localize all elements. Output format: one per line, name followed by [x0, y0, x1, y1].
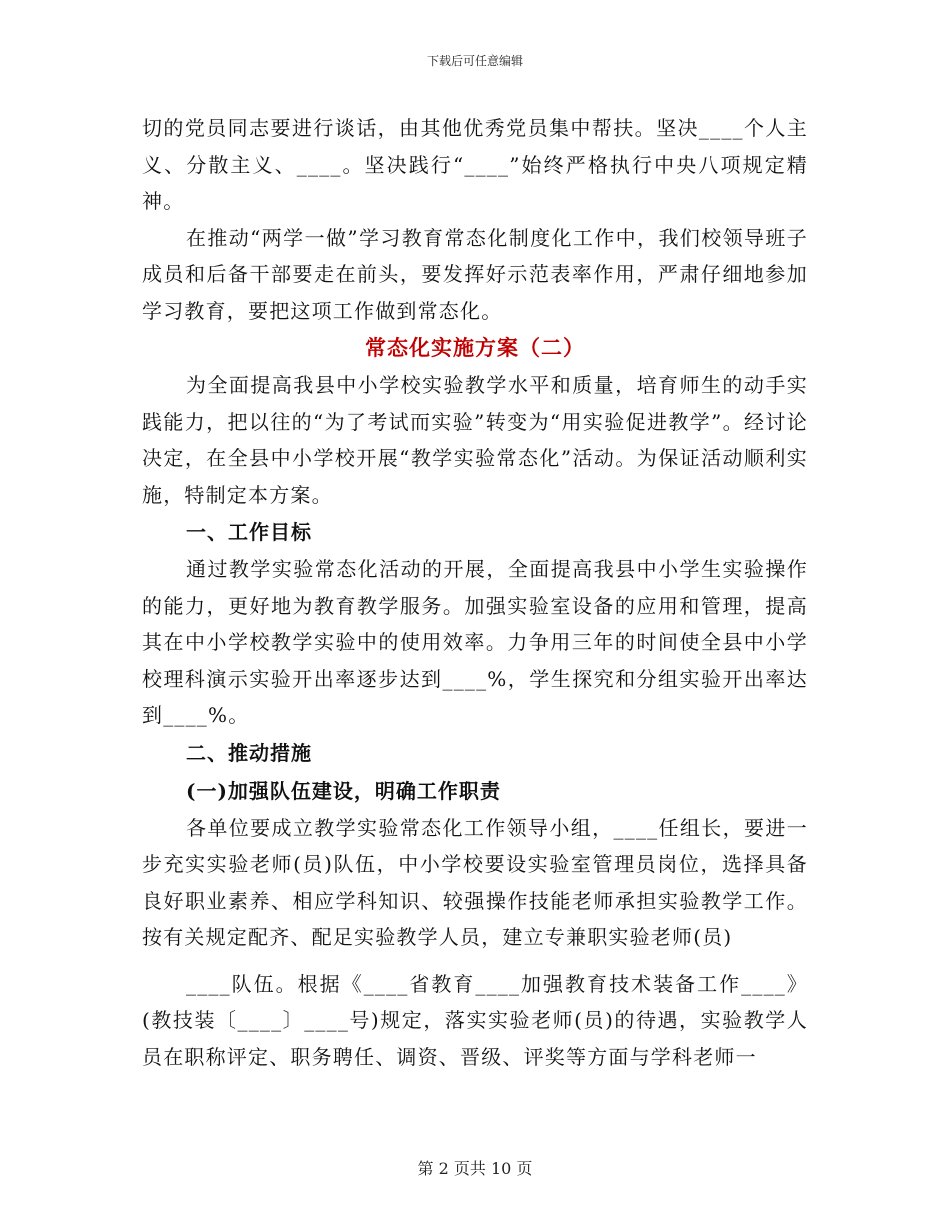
page-footer: 第 2 页共 10 页 — [417, 1159, 533, 1178]
paragraph-measures-2: ____队伍。根据《____省教育____加强教育技术装备工作____》(教技装〔____〕____号)规定，落实实验老师(员)的待遇，实验教学人员在职称评定、职务聘任、调资、晋级、评奖等方面与学科老师一 — [142, 971, 808, 1069]
heading-work-goals: 一、工作目标 — [186, 520, 312, 544]
paragraph-continuation: 切的党员同志要进行谈话，由其他优秀党员集中帮扶。坚决____个人主义、分散主义、____。坚决践行“____”始终严格执行中央八项规定精神。 — [142, 116, 808, 213]
section-title: 常态化实施方案（二） — [365, 335, 585, 360]
paragraph-measures-1: 各单位要成立教学实验常态化工作领导小组，____任组长，要进一步充实实验老师(员)队伍，中小学校要设实验室管理员岗位，选择具备良好职业素养、相应学科知识、较强操作技能老师承担实验教学工作。按有关规定配齐、配足实验教学人员，建立专兼职实验老师(员) — [142, 815, 808, 949]
document-body — [142, 110, 808, 1075]
paragraph-leadership: 在推动“两学一做”学习教育常态化制度化工作中，我们校领导班子成员和后备干部要走在前头，要发挥好示范表率作用，严肃仔细地参加学习教育，要把这项工作做到常态化。 — [142, 225, 808, 323]
subheading-team-building: (一)加强队伍建设，明确工作职责 — [186, 778, 501, 803]
paragraph-intro: 为全面提高我县中小学校实验教学水平和质量，培育师生的动手实践能力，把以往的“为了考试而实验”转变为“用实验促进教学”。经讨论决定，在全县中小学校开展“教学实验常态化”活动。为保证活动顺利实施，特制定本方案。 — [142, 373, 808, 507]
heading-measures: 二、推动措施 — [186, 740, 312, 765]
paragraph-goals: 通过教学实验常态化活动的开展，全面提高我县中小学生实验操作的能力，更好地为教育教学服务。加强实验室设备的应用和管理，提高其在中小学校教学实验中的使用效率。力争用三年的时间使全县中小学校理科演示实验开出率逐步达到____%，学生探究和分组实验开出率达到____%。 — [142, 557, 808, 727]
paragraph-gap — [142, 956, 808, 966]
page-header: 下载后可任意编辑 — [426, 54, 523, 68]
